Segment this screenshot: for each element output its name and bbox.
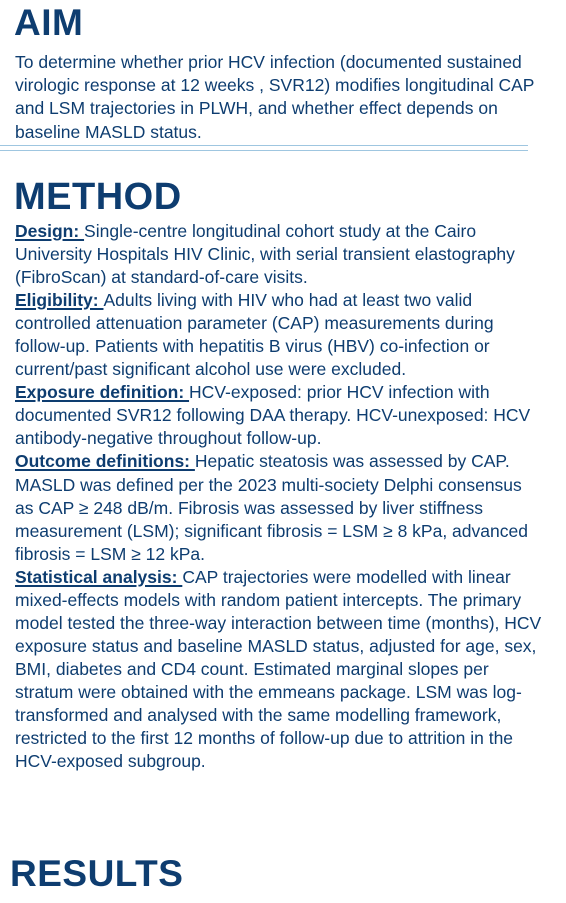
design-text: Single-centre longitudinal cohort study at the Cairo University Hospitals HIV Clinic, with serial transient elastography (FibroScan) at standard-of-care visits. <box>15 221 515 288</box>
eligibility-text: Adults living with HIV who had at least two valid controlled attenuation parameter (CAP) measurements during follow-up. Patients with hepatitis B virus (HBV) co-infection or current/past significant alcohol use were excluded. <box>15 290 494 380</box>
section-divider <box>0 145 528 146</box>
method-heading: METHOD <box>14 176 182 218</box>
section-divider <box>0 150 528 151</box>
eligibility-label: Eligibility: <box>15 290 104 311</box>
aim-heading: AIM <box>14 2 84 43</box>
method-body <box>15 220 545 773</box>
aim-text: To determine whether prior HCV infection (documented sustained virologic response at 12 weeks , SVR12) modifies longitudinal CAP and LSM trajectories in PLWH, and whether effect depends on baseline MASLD status. <box>15 52 535 142</box>
exposure-definition-label: Exposure definition: <box>15 382 190 403</box>
results-heading: RESULTS <box>10 853 184 894</box>
exposure-definition-text: HCV-exposed: prior HCV infection with documented SVR12 following DAA therapy. HCV-unexposed: HCV antibody-negative throughout follow-up. <box>15 382 531 449</box>
statistical-analysis-label: Statistical analysis: <box>15 566 183 587</box>
design-label: Design: <box>15 221 85 241</box>
outcome-definitions-text: Hepatic steatosis was assessed by CAP. MASLD was defined per the 2023 multi-society Delphi consensus as CAP ≥ 248 dB/m. Fibrosis was assessed by liver stiffness measurement (LSM); significant fibrosis = LSM ≥ 8 kPa, advanced fibrosis = LSM ≥ 12 kPa. <box>15 451 528 564</box>
statistical-analysis-text: CAP trajectories were modelled with linear mixed-effects models with random patient intercepts. The primary model tested the three-way interaction between time (months), HCV exposure status and baseline MASLD status, adjusted for age, sex, BMI, diabetes and CD4 count. Estimated marginal slopes per stratum were obtained with the emmeans package. LSM was log-transformed and analysed with the same modelling framework, restricted to the first 12 months of follow-up due to attrition in the HCV-exposed subgroup. <box>15 566 542 772</box>
outcome-definitions-label: Outcome definitions: <box>15 451 195 472</box>
